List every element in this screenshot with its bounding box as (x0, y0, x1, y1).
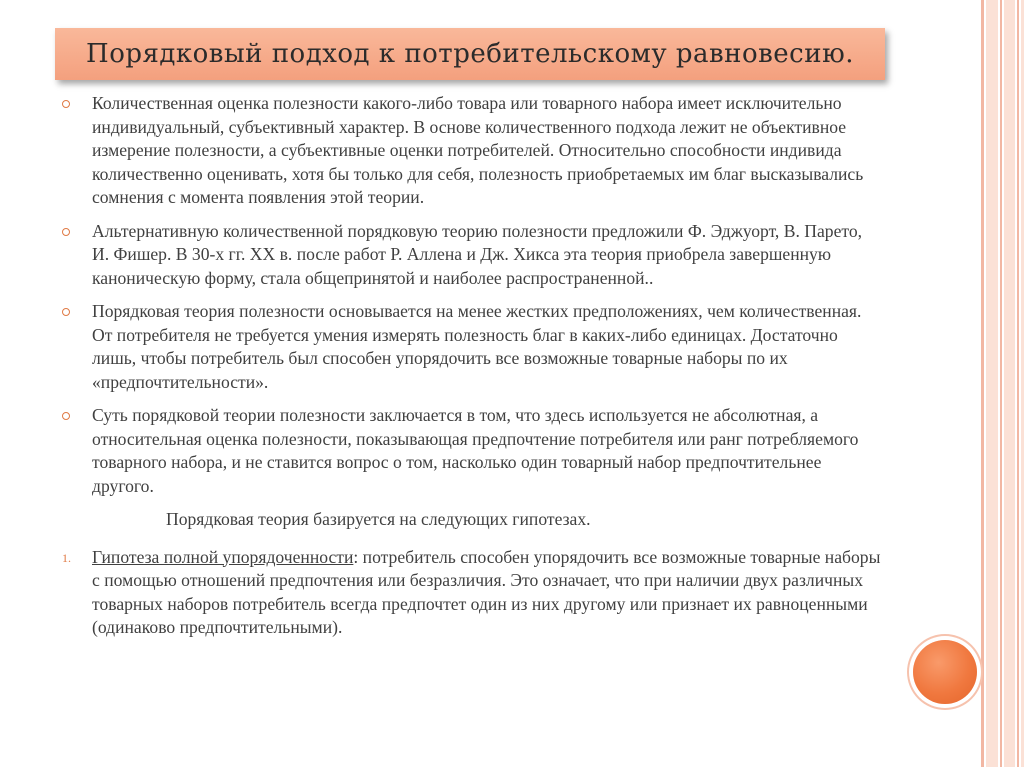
content-body (62, 92, 882, 640)
list-item (62, 220, 882, 291)
list-item (62, 404, 882, 498)
decor-circle-icon (913, 640, 977, 704)
bullet-text: Альтернативную количественной порядковую теорию полезности предложили Ф. Эджуорт, В. Парето, И. Фишер. В 30-х гг. XX в. после работ Р. Аллена и Дж. Хикса эта теория приобрела завершенную каноническую форму, стала общепринятой и наиболее распространенной.. (92, 220, 863, 288)
decor-stripe (981, 0, 984, 767)
decor-stripe (1000, 0, 1002, 767)
decor-stripe (1004, 0, 1015, 767)
list-item (62, 300, 882, 394)
bullet-icon (62, 228, 70, 236)
bullet-text: Порядковая теория полезности основывается на менее жестких предположениях, чем количественная. От потребителя не требуется умения измерять полезность благ в каких-либо единицах. Достаточно лишь, чтобы потребитель был способен упорядочить все возможные товарные наборы по их «предпочтительности». (92, 301, 862, 392)
hypotheses-intro: Порядковая теория базируется на следующих гипотезах. (166, 509, 591, 529)
hypothesis-term: Гипотеза полной упорядоченности (92, 546, 354, 567)
numbered-item (62, 546, 882, 640)
bullet-icon (62, 100, 70, 108)
page-title: Порядковый подход к потребительскому равновесию. (86, 39, 854, 69)
bullet-text: Суть порядковой теории полезности заключается в том, что здесь используется не абсолютная, а относительная оценка полезности, показывающая предпочтение потребителя или ранг потребляемого товарного набора, и не ставится вопрос о том, насколько один товарный набор предпочтительнее другого. (92, 405, 859, 496)
list-item (62, 92, 882, 210)
bullet-icon (62, 308, 70, 316)
bullet-icon (62, 412, 70, 420)
bullet-text: Количественная оценка полезности какого-либо товара или товарного набора имеет исключительно индивидуальный, субъективный характер. В основе количественного подхода лежит не объективное измерение полезности, а субъективные оценки потребителей. Относительно способности индивида количественно оценивать, хотя бы только для себя, полезность приобретаемых им благ высказывались сомнения с момента появления этой теории. (92, 93, 864, 207)
decor-stripe (1017, 0, 1019, 767)
item-number: 1. (62, 550, 71, 565)
title-box (55, 28, 885, 80)
decor-stripe (986, 0, 998, 767)
hypothesis-text: : потребитель способен упорядочить все возможные товарные наборы с помощью отношений предпочтения или безразличия. Это означает, что при наличии двух различных товарных наборов потребитель всегда предпочтет один из них другому или признает их равноценными (одинаково предпочтительными). (92, 546, 881, 637)
